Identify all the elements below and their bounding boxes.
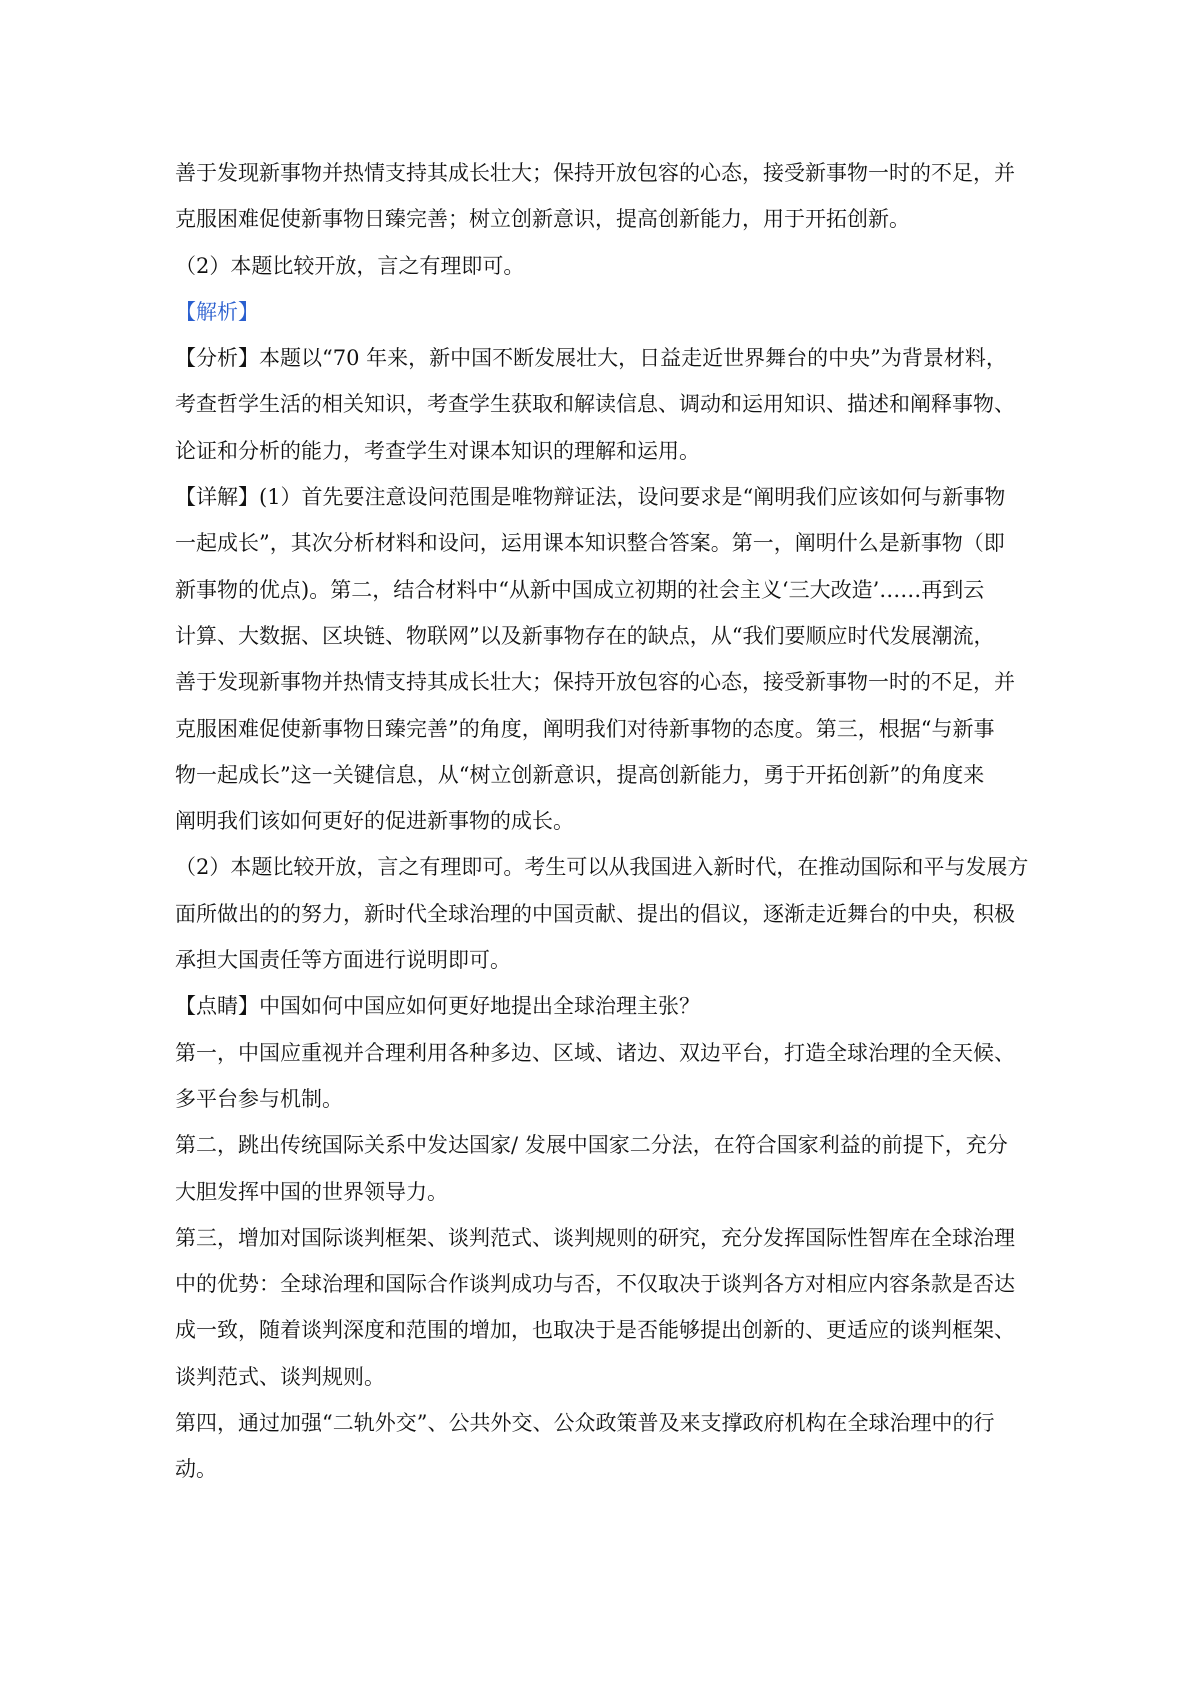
- jiexi-heading: [175, 289, 1035, 335]
- dianjing-paragraph: [175, 983, 1035, 1029]
- text-line: 成一致，随着谈判深度和范围的增加，也取决于是否能够提出创新的、更适应的谈判框架、: [175, 1318, 1015, 1343]
- text-line: 【点睛】中国如何中国应如何更好地提出全球治理主张？: [175, 994, 700, 1019]
- text-line: 谈判范式、谈判规则。: [175, 1364, 385, 1389]
- text-line: 论证和分析的能力，考查学生对课本知识的理解和运用。: [175, 438, 700, 463]
- xiangjie-paragraph-1: [175, 474, 1035, 844]
- text-line: 善于发现新事物并热情支持其成长壮大；保持开放包容的心态，接受新事物一时的不足，并: [175, 161, 1015, 185]
- text-line: 大胆发挥中国的世界领导力。: [175, 1179, 448, 1204]
- text-line: 克服困难促使新事物日臻完善”的角度，阐明我们对待新事物的态度。第三，根据“与新事: [175, 716, 995, 741]
- text-line: 克服困难促使新事物日臻完善；树立创新意识，提高创新能力，用于开拓创新。: [175, 207, 910, 232]
- text-line: 物一起成长”这一关键信息，从“树立创新意识，提高创新能力，勇于开拓创新”的角度来: [175, 762, 985, 787]
- text-line: 承担大国责任等方面进行说明即可。: [175, 948, 511, 973]
- text-line: 一起成长”，其次分析材料和设问，运用课本知识整合答案。第一，阐明什么是新事物（即: [175, 531, 1005, 556]
- document-page: [175, 150, 1035, 1493]
- text-line: 面所做出的的努力，新时代全球治理的中国贡献、提出的倡议，逐渐走近舞台的中央，积极: [175, 901, 1015, 926]
- text-line: 动。: [175, 1457, 217, 1482]
- text-line: 【详解】(1）首先要注意设问范围是唯物辩证法，设问要求是“阐明我们应该如何与新事物: [175, 485, 1006, 510]
- answer-paragraph-2: [175, 243, 1035, 289]
- text-line: 计算、大数据、区块链、物联网”以及新事物存在的缺点，从“我们要顺应时代发展潮流，: [175, 623, 995, 648]
- section-heading: 【解析】: [175, 299, 259, 324]
- text-line: 【分析】本题以“70 年来，新中国不断发展壮大，日益走近世界舞台的中央”为背景材料，: [175, 346, 1007, 371]
- text-line: 阐明我们该如何更好的促进新事物的成长。: [175, 809, 574, 834]
- xiangjie-paragraph-2: [175, 844, 1035, 983]
- text-line: 中的优势：全球治理和国际合作谈判成功与否，不仅取决于谈判各方对相应内容条款是否达: [175, 1272, 1015, 1297]
- text-line: 第二，跳出传统国际关系中发达国家/ 发展中国家二分法，在符合国家利益的前提下，充分: [175, 1133, 1008, 1158]
- point-paragraph-2: [175, 1122, 1035, 1215]
- text-line: 第三，增加对国际谈判框架、谈判范式、谈判规则的研究，充分发挥国际性智库在全球治理: [175, 1225, 1015, 1250]
- fenxi-paragraph: [175, 335, 1035, 474]
- text-line: 第四，通过加强“二轨外交”、公共外交、公众政策普及来支撑政府机构在全球治理中的行: [175, 1411, 995, 1436]
- text-line: 第一，中国应重视并合理利用各种多边、区域、诸边、双边平台，打造全球治理的全天候、: [175, 1040, 1015, 1065]
- text-line: 新事物的优点)。第二，结合材料中“从新中国成立初期的社会主义‘三大改造’……再到云: [175, 577, 985, 602]
- point-paragraph-1: [175, 1030, 1035, 1123]
- text-line: 考查哲学生活的相关知识，考查学生获取和解读信息、调动和运用知识、描述和阐释事物、: [175, 392, 1015, 417]
- text-line: 善于发现新事物并热情支持其成长壮大；保持开放包容的心态，接受新事物一时的不足，并: [175, 670, 1015, 695]
- point-paragraph-3: [175, 1215, 1035, 1400]
- text-line: 多平台参与机制。: [175, 1086, 343, 1111]
- answer-paragraph-1: [175, 150, 1035, 243]
- point-paragraph-4: [175, 1400, 1035, 1493]
- text-line: （2）本题比较开放，言之有理即可。: [175, 253, 525, 278]
- text-line: （2）本题比较开放，言之有理即可。考生可以从我国进入新时代，在推动国际和平与发展方: [175, 855, 1029, 880]
